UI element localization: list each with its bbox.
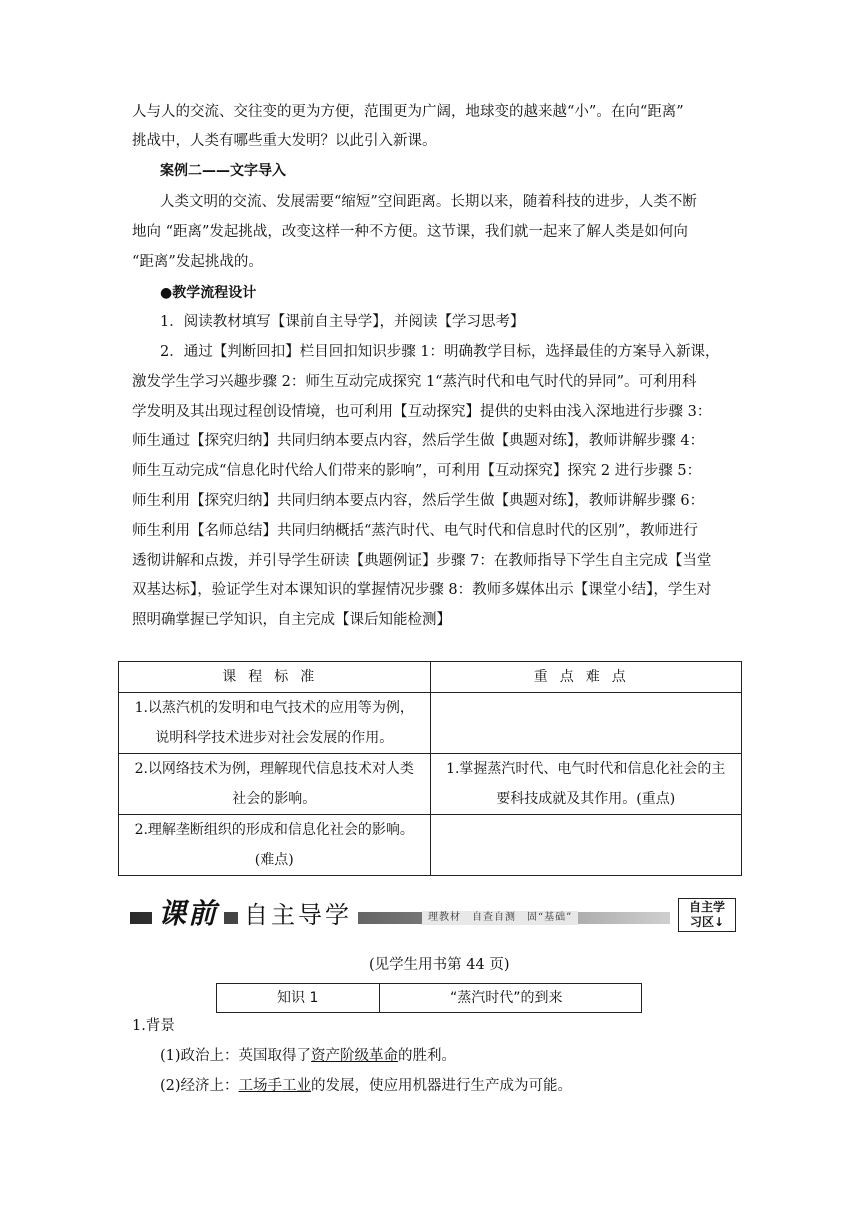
key-cell-1 <box>430 693 742 754</box>
case2-title: 案例二——文字导入 <box>160 163 286 179</box>
self-study-badge: 自主学 习区↓ <box>678 898 736 932</box>
key-cell-2: 1.掌握蒸汽时代、电气时代和信息化社会的主 要科技成就及其作用。(重点) <box>430 754 742 815</box>
banner-title-bold: 课前 <box>152 898 224 930</box>
flow-title: ●教学流程设计 <box>160 285 257 301</box>
standard-cell-2: 2.以网络技术为例，理解现代信息技术对人类 社会的影响。 <box>119 754 431 815</box>
knowledge-box <box>216 983 642 1013</box>
banner-subtitle: 理教材 自查自测 固“基础” <box>422 911 578 925</box>
knowledge-label: 知识 1 <box>217 984 380 1012</box>
curriculum-table <box>118 661 742 876</box>
header-standard: 课程标准 <box>119 662 431 693</box>
banner-title: 自主导学 <box>238 900 358 930</box>
header-key-points: 重点难点 <box>430 662 742 693</box>
standard-cell-3: 2.理解垄断组织的形成和信息化社会的影响。 (难点) <box>119 815 431 876</box>
standard-cell-1: 1.以蒸汽机的发明和电气技术的应用等为例， 说明科学技术进步对社会发展的作用。 <box>119 693 431 754</box>
key-cell-3 <box>430 815 742 876</box>
background-political: (1)政治上：英国取得了资产阶级革命的胜利。 <box>160 1048 457 1064</box>
section-banner <box>130 898 738 932</box>
background-title: 1.背景 <box>132 1018 175 1034</box>
background-economic: (2)经济上：工场手工业的发展，使应用机器进行生产成为可能。 <box>160 1078 573 1094</box>
page-reference: (见学生用书第 44 页) <box>369 957 510 973</box>
flow-item-1: 1．阅读教材填写【课前自主导学】，并阅读【学习思考】 <box>160 314 525 330</box>
knowledge-title: “蒸汽时代”的到来 <box>450 990 563 1006</box>
